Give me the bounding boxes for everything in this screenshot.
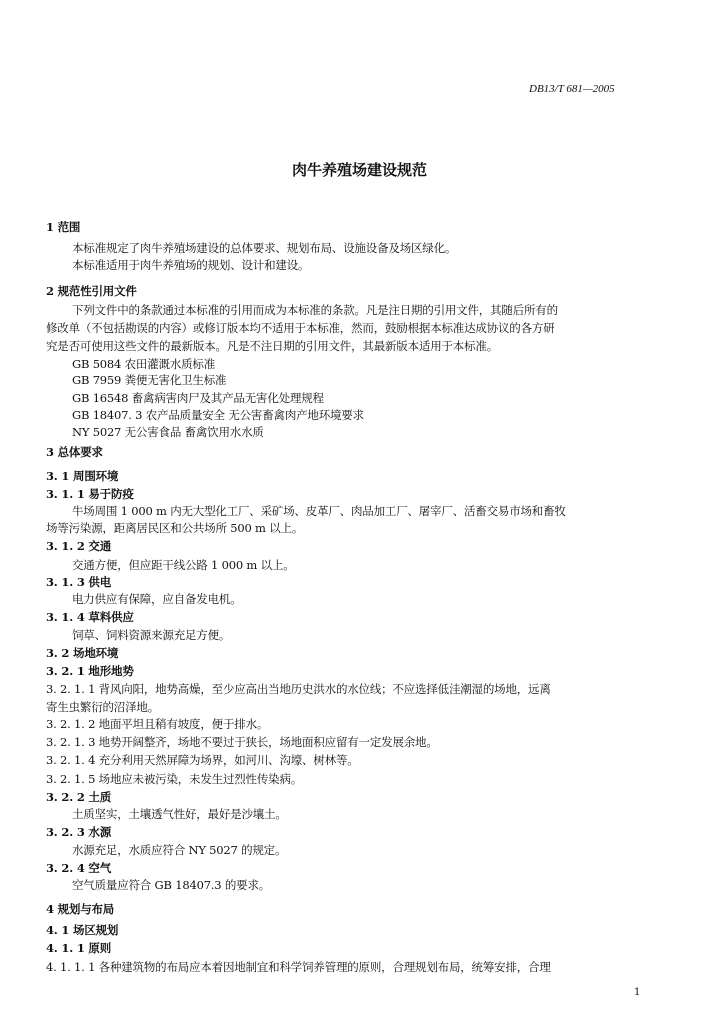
body-text-line: 3. 2. 1. 3 地势开阔整齐，场地不要过于狭长，场地面积应留有一定发展余地。 [46, 735, 438, 749]
body-text-line: 场等污染源，距离居民区和公共场所 500 m 以上。 [46, 521, 304, 535]
body-text-line: 本标准适用于肉牛养殖场的规划、设计和建设。 [72, 258, 310, 272]
body-text-line: 牛场周围 1 000 m 内无大型化工厂、采矿场、皮革厂、肉品加工厂、屠宰厂、活畜交易市场和畜牧 [72, 504, 566, 518]
section-heading: 3. 2 场地环境 [46, 646, 119, 660]
page-number: 1 [634, 987, 641, 998]
section-heading: 3. 2. 2 土质 [46, 790, 112, 804]
body-text-line: GB 7959 粪便无害化卫生标准 [72, 373, 227, 387]
section-heading: 3. 1. 3 供电 [46, 575, 112, 589]
standard-number: DB13/T 681—2005 [529, 83, 615, 95]
body-text-line: 3. 2. 1. 4 充分利用天然屏障为场界，如河川、沟壕、树林等。 [46, 753, 359, 767]
section-heading: 3. 2. 4 空气 [46, 861, 112, 875]
section-heading: 3. 1. 4 草料供应 [46, 610, 134, 624]
section-heading: 4. 1 场区规划 [46, 923, 119, 937]
body-text-line: 本标准规定了肉牛养殖场建设的总体要求、规划布局、设施设备及场区绿化。 [72, 241, 457, 255]
body-text-line: 饲草、饲料资源来源充足方便。 [72, 628, 231, 642]
section-heading: 3. 1. 1 易于防疫 [46, 487, 134, 501]
body-text-line: 3. 2. 1. 1 背风向阳，地势高燥，至少应高出当地历史洪水的水位线；不应选择低洼潮湿的场地，远离 [46, 682, 551, 696]
body-text-line: 下列文件中的条款通过本标准的引用而成为本标准的条款。凡是注日期的引用文件，其随后所有的 [72, 303, 558, 317]
body-text-line: 究是否可使用这些文件的最新版本。凡是不注日期的引用文件，其最新版本适用于本标准。 [46, 339, 498, 353]
section-heading: 3. 2. 3 水源 [46, 825, 112, 839]
section-heading: 4 规划与布局 [46, 902, 115, 916]
body-text-line: 3. 2. 1. 5 场地应未被污染，未发生过烈性传染病。 [46, 772, 303, 786]
body-text-line: 修改单（不包括勘误的内容）或修订版本均不适用于本标准，然而，鼓励根据本标准达成协议的各方研 [46, 321, 555, 335]
body-text-line: 空气质量应符合 GB 18407.3 的要求。 [72, 878, 271, 892]
body-text-line: 电力供应有保障，应自备发电机。 [72, 592, 242, 606]
section-heading: 2 规范性引用文件 [46, 284, 137, 298]
body-text-line: GB 18407. 3 农产品质量安全 无公害畜禽肉产地环境要求 [72, 408, 364, 422]
body-text-line: 交通方便，但应距干线公路 1 000 m 以上。 [72, 558, 295, 572]
body-text-line: GB 16548 畜禽病害肉尸及其产品无害化处理规程 [72, 391, 324, 405]
document-title: 肉牛养殖场建设规范 [291, 161, 427, 179]
section-heading: 3 总体要求 [46, 445, 103, 459]
section-heading: 4. 1. 1 原则 [46, 941, 112, 955]
body-text-line: GB 5084 农田灌溉水质标准 [72, 357, 216, 371]
body-text-line: 水源充足，水质应符合 NY 5027 的规定。 [72, 843, 287, 857]
section-heading: 3. 1 周围环境 [46, 469, 119, 483]
body-text-line: 3. 2. 1. 2 地面平坦且稍有坡度，便于排水。 [46, 717, 269, 731]
body-text-line: 寄生虫繁衍的沼泽地。 [46, 700, 159, 714]
section-heading: 3. 2. 1 地形地势 [46, 664, 134, 678]
section-heading: 3. 1. 2 交通 [46, 539, 112, 553]
body-text-line: 土质坚实，土壤透气性好，最好是沙壤土。 [72, 807, 287, 821]
body-text-line: NY 5027 无公害食品 畜禽饮用水水质 [72, 425, 264, 439]
body-text-line: 4. 1. 1. 1 各种建筑物的布局应本着因地制宜和科学饲养管理的原则，合理规划布局，统筹安排，合理 [46, 960, 551, 974]
section-heading: 1 范围 [46, 220, 81, 234]
